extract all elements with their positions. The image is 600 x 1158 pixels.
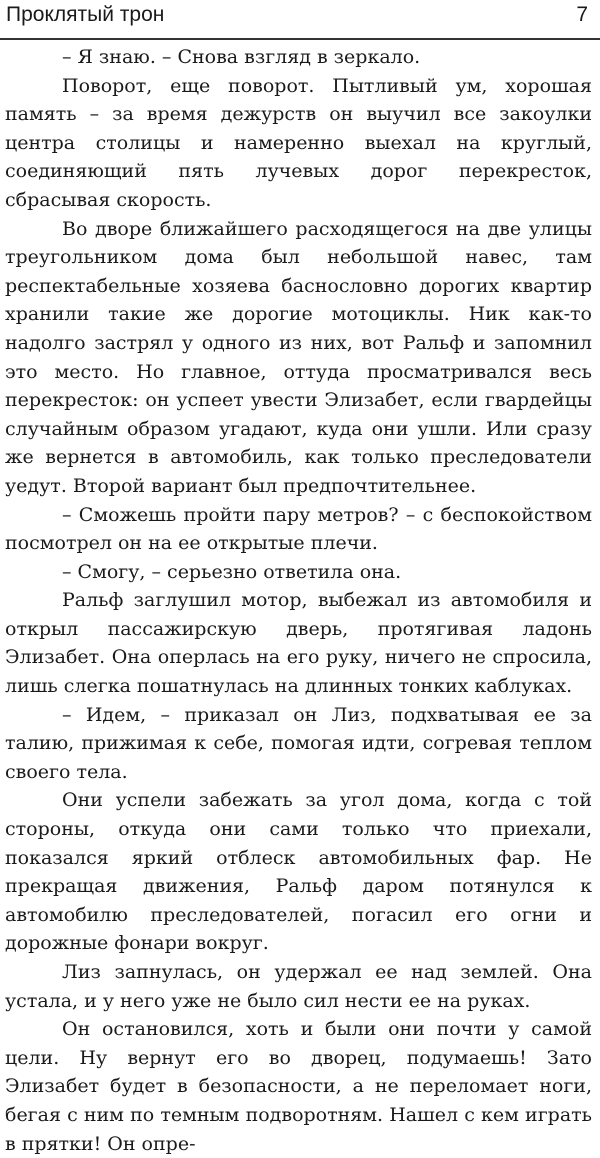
text-body <box>5 43 592 1155</box>
paragraph: Поворот, еще поворот. Пытливый ум, хорошая память – за время дежурств он выучил все закоулки центра столицы и намеренно выехал на круглый, соединяющий пять лучевых дорог перекресток, сбрасывая скорость. <box>5 74 592 211</box>
paragraph: Они успели забежать за угол дома, когда с той стороны, откуда они сами только что приехали, показался яркий отблеск автомобильных фар. Не прекращая движения, Ральф даром потянулся к автомобилю преследователей, погасил его огни и дорожные фонари вокруг. <box>5 789 592 955</box>
header-rule <box>0 38 600 40</box>
book-title: Проклятый трон <box>6 3 165 26</box>
paragraph: Он остановился, хоть и были они почти у самой цели. Ну вернут его во дворец, подумаешь! Зато Элизабет будет в безопасности, а не переломает ноги, бегая с ним по темным подворотням. Нашел с кем играть в прятки! Он опре- <box>5 1018 592 1155</box>
paragraph: – Смогу, – серьезно ответила она. <box>62 560 402 583</box>
running-header <box>0 0 600 38</box>
paragraph: Ральф заглушил мотор, выбежал из автомобиля и открыл пассажирскую дверь, протягивая ладонь Элизабет. Она оперлась на его руку, ничего не спросила, лишь слегка пошатнулась на длинных тонких каблуках. <box>5 589 592 698</box>
paragraph: – Идем, – приказал он Лиз, подхватывая ее за талию, прижимая к себе, помогая идти, согревая теплом своего тела. <box>5 703 592 783</box>
paragraph: – Я знаю. – Снова взгляд в зеркало. <box>62 46 421 68</box>
paragraph: Во дворе ближайшего расходящегося на две улицы треугольником дома был небольшой навес, там респектабельные хозяева баснословно дорогих квартир хранили такие же дорогие мотоциклы. Ник как-то надолго застрял у одного из них, вот Ральф и запомнил это место. Но главное, оттуда просматривался весь перекресток: он успеет увести Элизабет, если гвардейцы случайным образом угадают, куда они ушли. Или сразу же вернется в автомобиль, как только преследователи уедут. Второй вариант был предпочтительнее. <box>5 217 592 497</box>
paragraph: – Сможешь пройти пару метров? – с беспокойством посмотрел он на ее открытые плечи. <box>5 503 592 555</box>
paragraph: Лиз запнулась, он удержал ее над землей. Она устала, и у него уже не было сил нести ее на руках. <box>5 961 592 1012</box>
page-number: 7 <box>576 3 588 26</box>
